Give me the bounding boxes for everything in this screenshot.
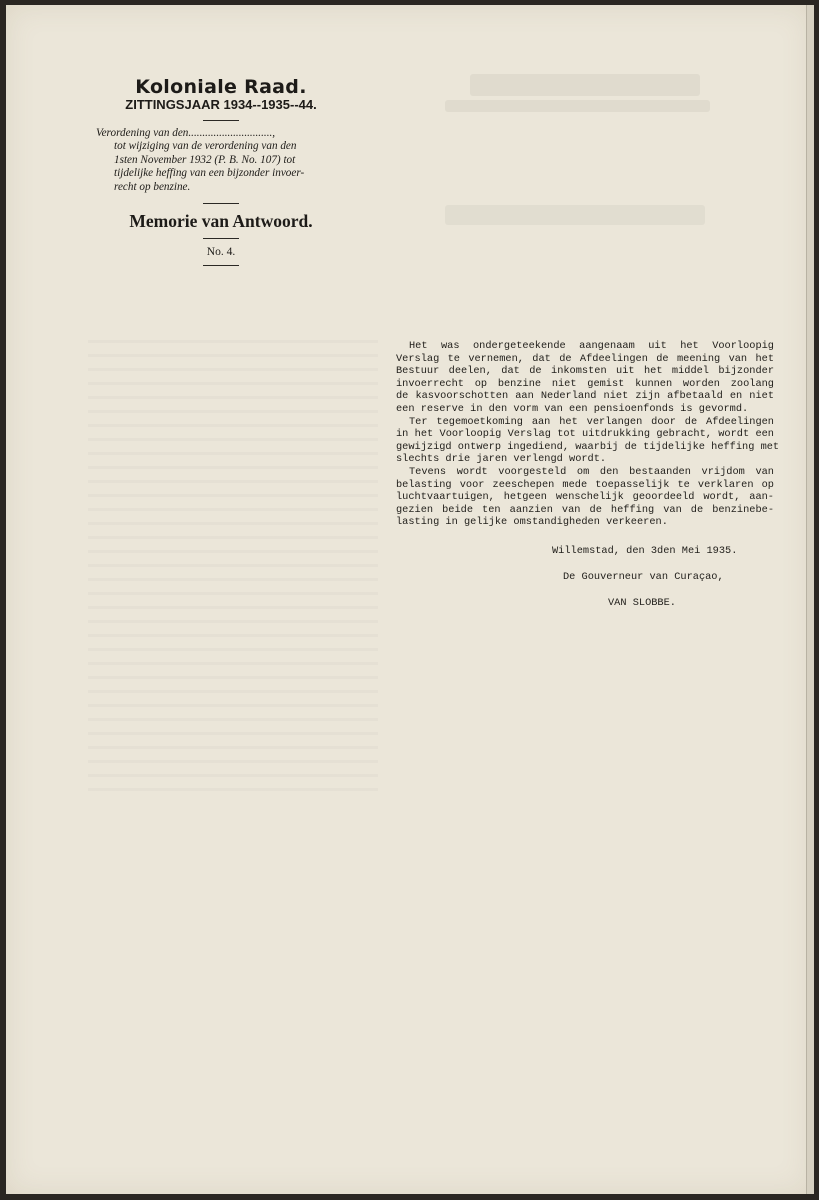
document-header: [96, 76, 346, 266]
document-number: No. 4.: [206, 246, 236, 259]
divider: [203, 120, 239, 121]
text-line: Tevens wordt voorgesteld om den bestaanden vrijdom van: [409, 465, 774, 478]
text-line: Het was ondergeteekende aangenaam uit het Voorloopig: [409, 340, 774, 352]
council-title: Koloniale Raad.: [135, 76, 307, 98]
text-line: de kasvoorschotten aan Nederland niet zijn afbetaald en niet: [396, 390, 774, 403]
text-line: Bestuur deelen, dat de inkomsten uit het middel bijzonder: [396, 365, 774, 378]
memo-title: Memorie van Antwoord.: [129, 211, 313, 232]
text-line: invoerrecht op benzine niet gemist kunnen worden zoolang: [396, 377, 774, 390]
text-line: een reserve in den vorm van een pensioenfonds is gevormd.: [396, 402, 749, 415]
divider: [203, 203, 239, 204]
text-line: luchtvaartuigen, hetgeen wenschelijk geoordeeld wordt, aan-: [396, 491, 774, 504]
text-line: in het Voorloopig Verslag tot uitdrukking gebracht, wordt een: [396, 428, 774, 441]
paragraph: [396, 340, 774, 416]
divider: [203, 238, 239, 239]
text-line: Verslag te vernemen, dat de Afdeelingen de meening van het: [396, 352, 774, 365]
paragraph: [396, 415, 780, 466]
text-line: gewijzigd ontwerp ingediend, waarbij de tijdelijke heffing met: [396, 440, 780, 453]
signer-name: VAN SLOBBE.: [608, 597, 676, 609]
place-date: Willemstad, den 3den Mei 1935.: [552, 545, 738, 557]
ordinance-line: tot wijziging van de verordening van den: [114, 140, 297, 153]
signer-title: De Gouverneur van Curaçao,: [563, 571, 724, 583]
text-line: lasting in gelijke omstandigheden verkeeren.: [396, 516, 668, 529]
ordinance-line: tijdelijke heffing van een bijzonder invoer-: [114, 167, 305, 180]
session-year: ZITTINGSJAAR 1934--1935--44.: [125, 97, 317, 112]
text-line: belasting voor zeeschepen mede toepasselijk te verklaren op: [396, 478, 774, 491]
memo-body: [396, 340, 780, 529]
ordinance-line: Verordening van den..............................,: [96, 127, 276, 139]
ordinance-line: recht op benzine.: [114, 180, 191, 193]
ordinance-line: 1sten November 1932 (P. B. No. 107) tot: [114, 153, 296, 166]
text-line: slechts drie jaren verlengd wordt.: [396, 453, 607, 466]
ordinance-description: [96, 127, 346, 194]
divider: [203, 265, 239, 266]
page-edge: [806, 5, 814, 1194]
text-line: Ter tegemoetkoming aan het verlangen door de Afdeelingen: [409, 415, 774, 428]
text-line: gezien beide ten aanzien van de heffing van de benzinebe-: [396, 503, 774, 516]
paragraph: [396, 466, 774, 529]
